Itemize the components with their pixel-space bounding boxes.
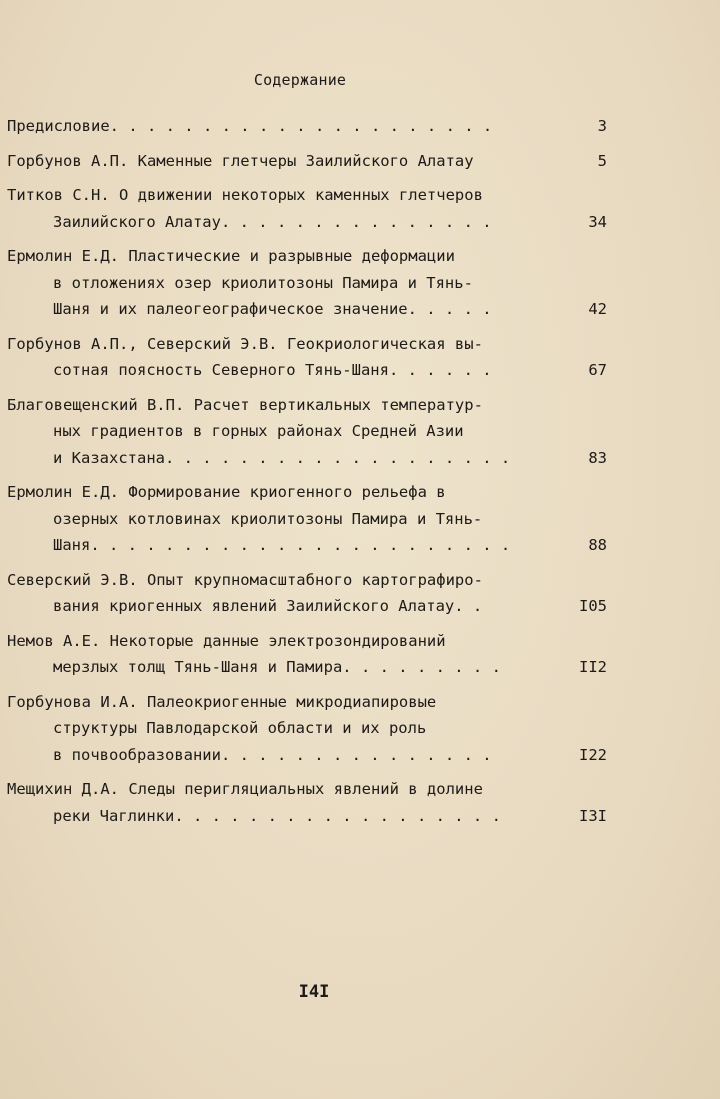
toc-entry-line: сотная поясность Северного Тянь-Шаня. . . . . . [53, 361, 492, 379]
toc-page-number: 88 [588, 536, 607, 554]
toc-entry-line: ных градиентов в горных районах Средней Азии [53, 422, 464, 440]
toc-page-number: 83 [588, 448, 607, 467]
toc-entry-titkov [7, 182, 607, 235]
toc-page-number: I22 [579, 745, 607, 764]
toc-entry-line: Горбунов А.П. Каменные глетчеры Заилийского Алатау [7, 151, 474, 170]
toc-entry-line: Предисловие. . . . . . . . . . . . . . . . . . . . . [7, 117, 493, 135]
toc-entry-gorbunova [7, 689, 607, 769]
toc-page-number: 67 [588, 361, 607, 379]
toc-entry-line: Шаня. . . . . . . . . . . . . . . . . . . . . . . [53, 536, 511, 554]
toc-page-number: I3I [579, 806, 607, 825]
toc-entry-line: Горбунова И.А. Палеокриогенные микродиапировые [7, 692, 437, 711]
toc-entry-line: Северский Э.В. Опыт крупномасштабного картографиро- [7, 570, 483, 589]
toc-entry-line: озерных котловинах криолитозоны Памира и Тянь- [53, 509, 483, 528]
toc-entry-line: мерзлых толщ Тянь-Шаня и Памира. . . . . . . . . [53, 658, 501, 676]
toc-entry-ermolin-2 [7, 479, 607, 559]
toc-page-number: 5 [597, 151, 607, 170]
toc-entry-seversky [7, 567, 607, 620]
toc-entry-line: в отложениях озер криолитозоны Памира и Тянь- [53, 273, 473, 292]
toc-page-number: 42 [588, 300, 607, 318]
toc-entry-meshchikhin [7, 776, 607, 829]
page-title: Содержание [253, 71, 347, 89]
toc-entry-line: Горбунов А.П., Северский Э.В. Геокриологическая вы- [7, 334, 483, 353]
toc-entry-ermolin-1 [7, 243, 607, 323]
toc-entry-gorbunov [7, 148, 607, 175]
toc-entry-nemov [7, 628, 607, 681]
toc-entry-blagoveshchensky [7, 392, 607, 472]
toc-entry-line: Мещихин Д.А. Следы перигляциальных явлений в долине [7, 780, 483, 798]
toc-entry-line: в почвообразовании. . . . . . . . . . . . . . . [53, 745, 492, 764]
toc-entry-preface [7, 113, 607, 140]
toc-entry-line: и Казахстана. . . . . . . . . . . . . . . . . . . [53, 448, 511, 467]
toc-entry-line: Немов А.Е. Некоторые данные электрозондирований [7, 631, 446, 650]
toc-entry-line: вания криогенных явлений Заилийского Алатау. . [53, 597, 483, 615]
toc-entry-line: структуры Павлодарской области и их роль [53, 719, 427, 737]
table-of-contents [7, 113, 607, 837]
toc-entry-line: Ермолин Е.Д. Пластические и разрывные деформации [7, 247, 455, 265]
page-folio-number: I4I [298, 982, 330, 1002]
toc-entry-gorbunov-seversky [7, 331, 607, 384]
toc-page-number: II2 [579, 658, 607, 676]
toc-entry-line: Благовещенский В.П. Расчет вертикальных температур- [7, 395, 483, 414]
toc-page-number: I05 [579, 597, 607, 615]
toc-page-number: 3 [597, 117, 607, 135]
toc-entry-line: реки Чаглинки. . . . . . . . . . . . . . . . . . [53, 806, 501, 825]
toc-page-number: 34 [588, 212, 607, 231]
toc-entry-line: Ермолин Е.Д. Формирование криогенного рельефа в [7, 483, 446, 501]
toc-entry-line: Титков С.Н. О движении некоторых каменных глетчеров [7, 186, 483, 204]
toc-entry-line: Шаня и их палеогеографическое значение. . . . . [53, 300, 492, 318]
toc-entry-line: Заилийского Алатау. . . . . . . . . . . . . . . [53, 212, 492, 231]
